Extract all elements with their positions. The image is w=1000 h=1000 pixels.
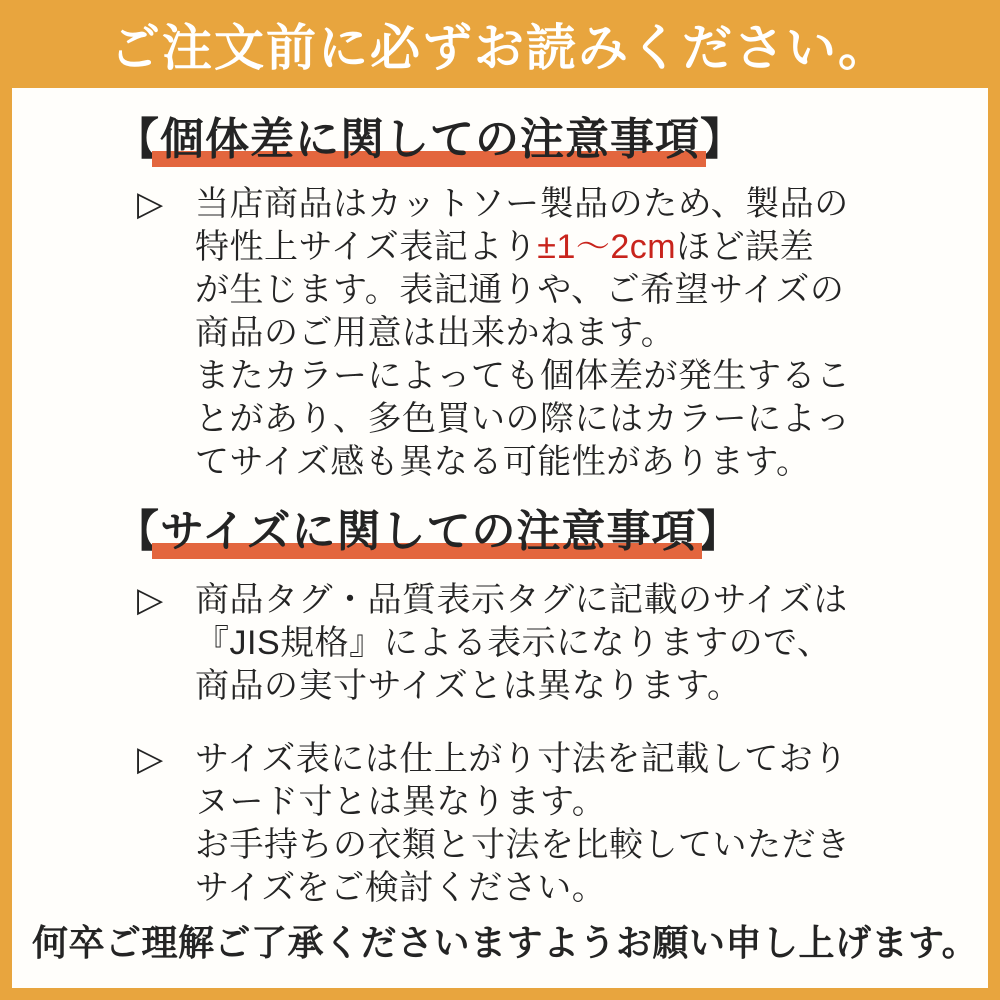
bracket-close: 】	[700, 115, 745, 164]
text-line: てサイズ感も異なる可能性があります。	[195, 442, 811, 481]
page-title: ご注文前に必ずお読みください。	[110, 20, 890, 76]
bracket-open: 【	[115, 506, 160, 556]
text-segment: 特性上サイズ表記より	[195, 227, 538, 266]
bullet-text	[195, 738, 851, 910]
triangle-bullet-icon: ▷	[137, 580, 164, 619]
section-heading-size	[115, 506, 988, 559]
text-line: とがあり、多色買いの際にはカラーによっ	[195, 399, 851, 438]
heading-text: サイズに関しての注意事項	[160, 506, 696, 559]
accent-text-tolerance: ±1〜2cm	[537, 227, 677, 266]
footer-note: 何卒ご理解ご了承くださいますようお願い申し上げます。	[32, 922, 979, 963]
bracket-open: 【	[115, 115, 160, 164]
notice-bullet	[137, 183, 988, 484]
content-area	[12, 88, 988, 988]
text-line: 商品タグ・品質表示タグに記載のサイズは	[195, 580, 848, 619]
notice-bullet	[137, 579, 988, 708]
text-line: ヌード寸とは異なります。	[195, 782, 607, 821]
bracket-close: 】	[696, 506, 742, 556]
text-line: 『JIS規格』による表示になりますので、	[195, 623, 832, 662]
text-line: が生じます。表記通りや、ご希望サイズの	[195, 270, 845, 309]
heading-text: 個体差に関しての注意事項	[160, 114, 700, 167]
header-band	[0, 0, 1000, 88]
text-line: サイズ表には仕上がり寸法を記載しており	[195, 739, 848, 778]
text-line: サイズをご検討ください。	[195, 868, 607, 907]
bullet-text	[195, 579, 848, 708]
triangle-bullet-icon: ▷	[137, 184, 164, 223]
text-line: 商品の実寸サイズとは異なります。	[195, 666, 742, 705]
bullet-text	[195, 183, 851, 484]
section-heading-individual-difference	[115, 114, 988, 167]
text-line	[195, 226, 851, 269]
text-line: 当店商品はカットソー製品のため、製品の	[195, 184, 849, 223]
text-line: またカラーによっても個体差が発生するこ	[195, 356, 851, 395]
text-segment: ほど誤差	[676, 227, 815, 266]
triangle-bullet-icon: ▷	[137, 739, 164, 778]
notice-bullet	[137, 738, 988, 910]
text-line: 商品のご用意は出来かねます。	[195, 313, 676, 352]
text-line: お手持ちの衣類と寸法を比較していただき	[195, 825, 851, 864]
